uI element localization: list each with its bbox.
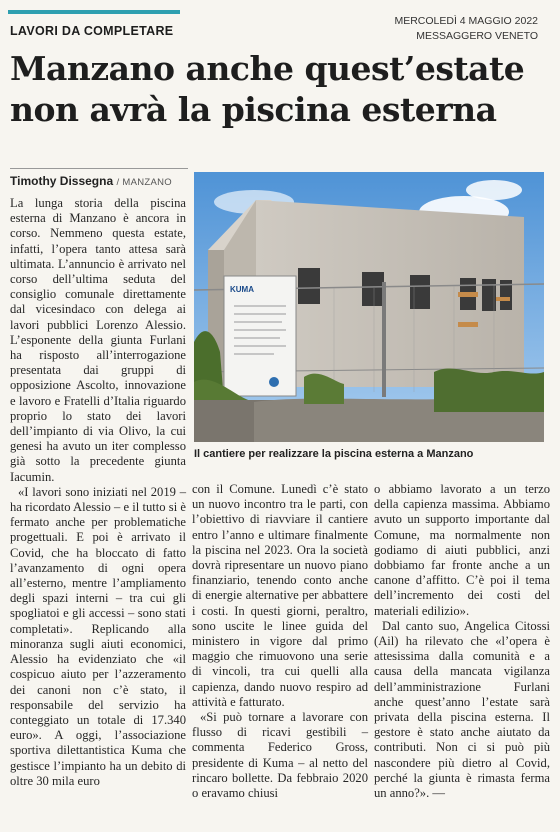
section-label: LAVORI DA COMPLETARE xyxy=(10,24,174,38)
byline: Timothy Dissegna / MANZANO xyxy=(10,174,172,188)
article-column-1 xyxy=(10,196,186,789)
paragraph: «I lavori sono iniziati nel 2019 – ha ricordato Alessio – e il tutto si è fermato anche per problematiche progettuali. E poi è arrivato il Covid, che ha bloccato di fatto l’avanzamento di ogni opera all’esterno, mentre l’ampliamento degli spazi interni – tra cui gli spogliatoi e gli accessi – sono stati completati». Replicando alla minoranza sugli aiuti economici, Alessio ha evidenziato che «il cospicuo aiuto per l’azzeramento dei canoni non c’è stato, il responsabile del servizio ha conteggiato un totale di 17.340 euro». A oggi, l’associazione sportiva dilettantistica Kuma che gestisce l’impianto ha un debito di oltre 30 mila euro xyxy=(10,484,186,788)
paragraph: con il Comune. Lunedì c’è stato un nuovo incontro tra le parti, con l’obiettivo di riavviare il cantiere entro l’anno e ultimare finalmente la piscina nel 2023. Ora la società dovrà ripresentare un nuovo piano finanziario, tenendo conto anche di energie alternative per abbattere i costi. In questi giorni, peraltro, sono uscite le linee guida del ministero in vigore dal primo maggio che rimuovono una serie di vincoli, tra cui quelli alla capienza, dando nuovo respiro ad attività e fatturato. xyxy=(192,482,368,709)
paragraph: «Si può tornare a lavorare con flusso di ricavi gestibili – commenta Federico Gross, presidente di Kuma – al netto del rincaro bollette. Da febbraio 2020 o eravamo chiusi xyxy=(192,710,368,801)
publication-name: MESSAGGERO VENETO xyxy=(416,30,538,42)
dateline xyxy=(394,14,538,44)
author-name: Timothy Dissegna xyxy=(10,174,114,188)
section-accent-bar xyxy=(8,10,180,14)
paragraph: La lunga storia della piscina esterna di Manzano è ancora in corso. Nemmeno questa estate, infatti, l’opera tanto attesa sarà ultimata. L’annuncio è arrivato nel corso dell’ultima seduta del consiglio comunale direttamente dal vicesindaco con delega ai lavori pubblici Lorenzo Alessio. L’esponente della giunta Furlani ha risposto all’interrogazione presentata dai gruppi di opposizione Ascolto, innovazione e lavoro e Fratelli d’Italia riguardo proprio lo stato dei lavori dell’impianto di via Olivo, la cui genesi ha avuto un iter complesso già sotto la precedente giunta Iacumin. xyxy=(10,196,186,484)
byline-rule xyxy=(10,168,188,169)
dateline-place: MANZANO xyxy=(122,177,172,188)
headline-line-1: Manzano anche quest’estate xyxy=(10,49,525,88)
photo-caption: Il cantiere per realizzare la piscina esterna a Manzano xyxy=(194,448,474,460)
sign-logo-text: KUMA xyxy=(230,285,254,294)
headline-line-2: non avrà la piscina esterna xyxy=(10,90,497,129)
paragraph: o abbiamo lavorato a un terzo della capienza massima. Abbiamo avuto un supporto importante dal Comune, ma normalmente non godiamo di aiuti pubblici, anzi dobbiamo far fronte anche a un canone d’affitto. C’è poi il tema dell’incremento dei costi del materiali edilizio». xyxy=(374,482,550,618)
paragraph: Dal canto suo, Angelica Citossi (Ail) ha rilevato che «l’opera è attesissima dalla comunità e a causa della mancata vigilanza dell’amministrazione Furlani anche quest’anno l’estate sarà privata della piscina esterna. Il gestore è stato anche aiutato da contributi. Non ci si può più nascondere più dietro al Covid, perché la giunta è rimasta ferma un anno?». — xyxy=(374,618,550,801)
publication-date: MERCOLEDÌ 4 MAGGIO 2022 xyxy=(394,15,538,27)
headline xyxy=(10,48,550,130)
article-column-3 xyxy=(374,482,550,801)
construction-site-photo xyxy=(194,172,544,442)
article-column-2 xyxy=(192,482,368,801)
